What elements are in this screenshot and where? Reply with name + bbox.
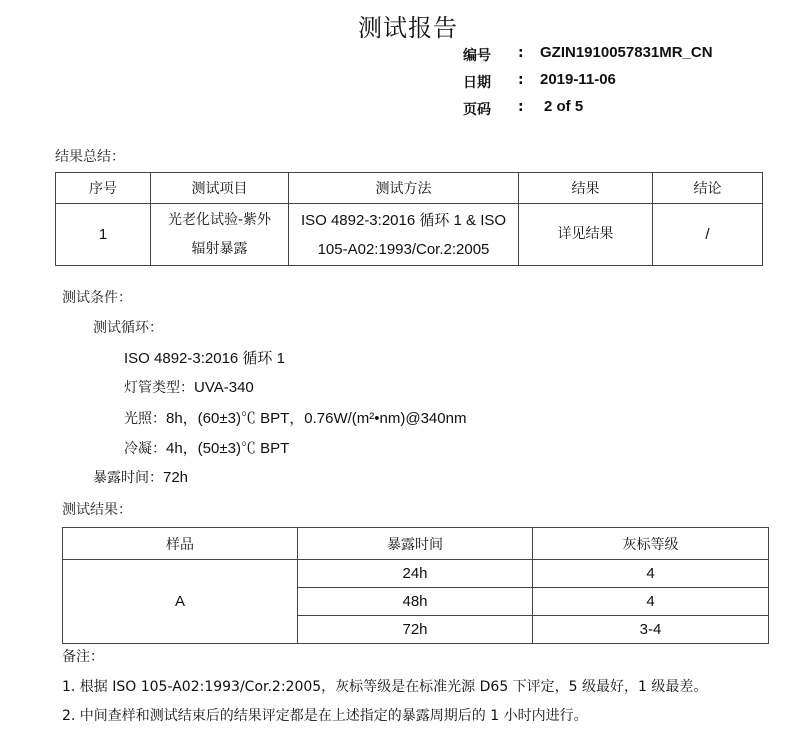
cycle-standard: ISO 4892-3:2016 循环 1 <box>124 350 285 367</box>
exposure-value: 72h <box>163 469 189 486</box>
cell-sample: A <box>63 560 298 644</box>
cell-time: 72h <box>298 616 533 644</box>
col-header-result: 结果 <box>519 173 653 204</box>
table-row <box>63 560 769 588</box>
cell-item-line2: 辐射暴露 <box>191 240 248 257</box>
page-number-value: 2 of 5 <box>544 98 584 115</box>
cycle-heading: 测试循环： <box>93 320 163 336</box>
report-date-label: 日期 <box>463 75 491 91</box>
report-number-label: 编号 <box>463 48 491 64</box>
note-item-1: 1. 根据 ISO 105-A02:1993/Cor.2:2005，灰标等级是在标准光源 D65 下评定，5 级最好，1 级最差。 <box>62 679 708 695</box>
col-header-method: 测试方法 <box>289 173 519 204</box>
summary-table <box>55 172 763 266</box>
report-number-value: GZIN1910057831MR_CN <box>540 44 713 61</box>
condense-label: 冷凝： <box>124 441 166 457</box>
col-header-exposure-time: 暴露时间 <box>298 528 533 560</box>
condensation-condition <box>124 437 289 458</box>
exposure-time <box>93 467 188 487</box>
results-heading: 测试结果： <box>62 502 132 518</box>
report-number-colon: : <box>518 45 524 61</box>
results-table <box>62 527 769 644</box>
cell-conclusion: / <box>653 204 763 266</box>
notes-heading: 备注： <box>62 649 104 665</box>
light-value: 8h，(60±3)℃ BPT，0.76W/(m²•nm)@340nm <box>166 410 467 427</box>
note-item-2: 2. 中间查样和测试结束后的结果评定都是在上述指定的暴露周期后的 1 小时内进行。 <box>62 708 588 724</box>
cell-grade: 4 <box>533 588 769 616</box>
results-header-row <box>63 528 769 560</box>
col-header-grey-scale: 灰标等级 <box>533 528 769 560</box>
conditions-heading: 测试条件： <box>62 290 132 306</box>
cell-method-line1: ISO 4892-3:2016 循环 1 & ISO <box>300 211 507 229</box>
cell-time: 48h <box>298 588 533 616</box>
cell-method <box>289 204 519 266</box>
col-header-conclusion: 结论 <box>653 173 763 204</box>
summary-heading: 结果总结： <box>55 149 125 165</box>
cell-result: 详见结果 <box>519 204 653 266</box>
cell-grade: 3-4 <box>533 616 769 644</box>
exposure-label: 暴露时间： <box>93 470 163 486</box>
cell-no: 1 <box>56 204 151 266</box>
lamp-type <box>124 377 254 397</box>
cell-time: 24h <box>298 560 533 588</box>
summary-header-row <box>56 173 763 204</box>
light-label: 光照： <box>124 411 166 427</box>
table-row <box>56 204 763 266</box>
report-date-value: 2019-11-06 <box>540 71 616 88</box>
cell-item <box>151 204 289 266</box>
report-date-colon: : <box>518 72 524 88</box>
cell-grade: 4 <box>533 560 769 588</box>
page-number-colon: : <box>518 99 524 115</box>
cell-method-line2: 105-A02:1993/Cor.2:2005 <box>317 240 490 258</box>
col-header-sample: 样品 <box>63 528 298 560</box>
light-condition <box>124 407 466 428</box>
lamp-type-value: UVA-340 <box>194 379 254 396</box>
page-title: 测试报告 <box>358 14 458 42</box>
condense-value: 4h，(50±3)℃ BPT <box>166 440 290 457</box>
col-header-no: 序号 <box>56 173 151 204</box>
page-number-label: 页码 <box>463 102 491 118</box>
lamp-type-label: 灯管类型： <box>124 380 194 396</box>
cell-item-line1: 光老化试验-紫外 <box>167 211 272 228</box>
col-header-item: 测试项目 <box>151 173 289 204</box>
